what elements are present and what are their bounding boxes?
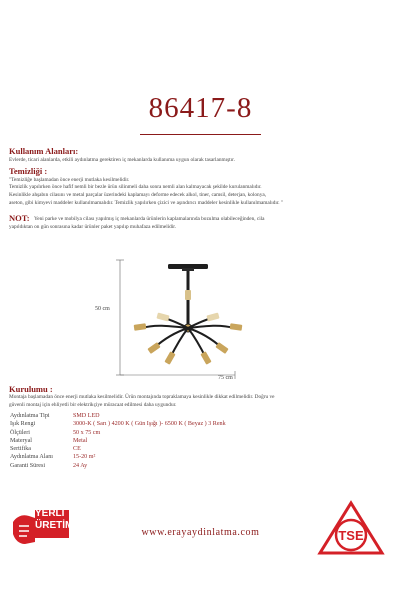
note-heading: NOT:: [9, 213, 30, 223]
installation-heading: Kurulumu :: [9, 384, 53, 394]
yerli-line-2: ÜRETİM: [35, 520, 74, 531]
spec-row: [10, 437, 226, 445]
spec-value: 3000-K ( Sarı ) 4200 K ( Gün Işığı )- 6500 K ( Beyaz ) 3 Renk: [73, 421, 226, 428]
title-underline: [140, 134, 261, 135]
spec-key: Sertifika: [10, 446, 31, 453]
spec-key: Aydınlatma Tipi: [10, 413, 50, 419]
tse-label: TSE: [338, 528, 364, 543]
installation-line-2: güvenli montaj için ehliyetli bir elektrikçiye müracaat edilmesi daha uygundur.: [9, 402, 177, 408]
spec-table: [10, 412, 226, 470]
spec-value: Metal: [73, 437, 88, 444]
website-link[interactable]: www.erayaydinlatma.com: [141, 527, 260, 538]
usage-text: Evlerde, ticari alanlarda, etkili aydınlatma gerektiren iç mekanlarda kullanıma uygun olarak tasarlanmıştır.: [9, 157, 235, 163]
cleaning-line-2: Temizlik yapılırken önce hafif nemli bir bezle ürün silinmeli daha sonra nemli alan kalmayacak şekilde kurulanmalıdır.: [9, 184, 262, 190]
installation-line-1: Montaja başlamadan önce enerji mutlaka kesilmelidir. Ürün montajında topraklamaya kesinlikle dikkat edilmelidir. Doğru ve: [9, 394, 275, 400]
spec-row: [10, 420, 226, 428]
product-code: 86417-8: [148, 92, 253, 124]
width-dimension-label: 75 cm: [218, 375, 233, 381]
tse-certification-logo: [316, 499, 386, 557]
cleaning-line-4: aseton, gibi kimyevi maddeler kullanılmamalıdır. Temizlik yapılırken çizici ve aşındırıcı maddeler kesinlikle kullanılmamalıdır. ": [9, 200, 284, 206]
spec-key: Materyal: [10, 437, 32, 444]
spec-row: [10, 445, 226, 453]
spec-value: 24 Ay: [73, 462, 88, 469]
spec-row: [10, 429, 226, 437]
cleaning-line-1: "Temizliğe başlamadan önce enerji mutlaka kesilmelidir.: [9, 177, 130, 183]
spec-row: [10, 462, 226, 470]
spec-key: Işık Rengi: [10, 421, 36, 428]
chandelier-illustration: [110, 240, 290, 385]
spec-row: [10, 412, 226, 420]
spec-key: Aydınlatma Alanı: [10, 454, 53, 461]
yerli-line-1: YERLİ: [35, 508, 65, 519]
spec-value: 50 x 75 cm: [73, 429, 101, 436]
spec-value: 15-20 m²: [73, 454, 96, 461]
spec-key: Ölçüleri: [10, 429, 30, 436]
spec-value: CE: [73, 446, 81, 453]
spec-row: [10, 453, 226, 461]
note-line-1: Yeni parke ve mobilya cilası yapılmış iç mekanlarda ürünlerin kaplamalarında bozulma olabileceğinden, cila: [34, 216, 265, 222]
height-dimension-label: 50 cm: [95, 306, 110, 312]
spec-key: Garanti Süresi: [10, 462, 46, 469]
note-line-2: yapıldıktan on gün sonrasına kadar ürünler paket yapılıp muhafaza edilmelidir.: [9, 224, 177, 230]
cleaning-line-3: Kesinlikle ahşabın cilasını ve metal parçalar üzerindeki kaplamayı deforme edecek alkol, tiner, camsil, deterjan, kolonya,: [9, 192, 267, 198]
spec-value: SMD LED: [73, 413, 100, 419]
cleaning-heading: Temizliği :: [9, 166, 48, 176]
usage-heading: Kullanım Alanları:: [9, 146, 79, 156]
